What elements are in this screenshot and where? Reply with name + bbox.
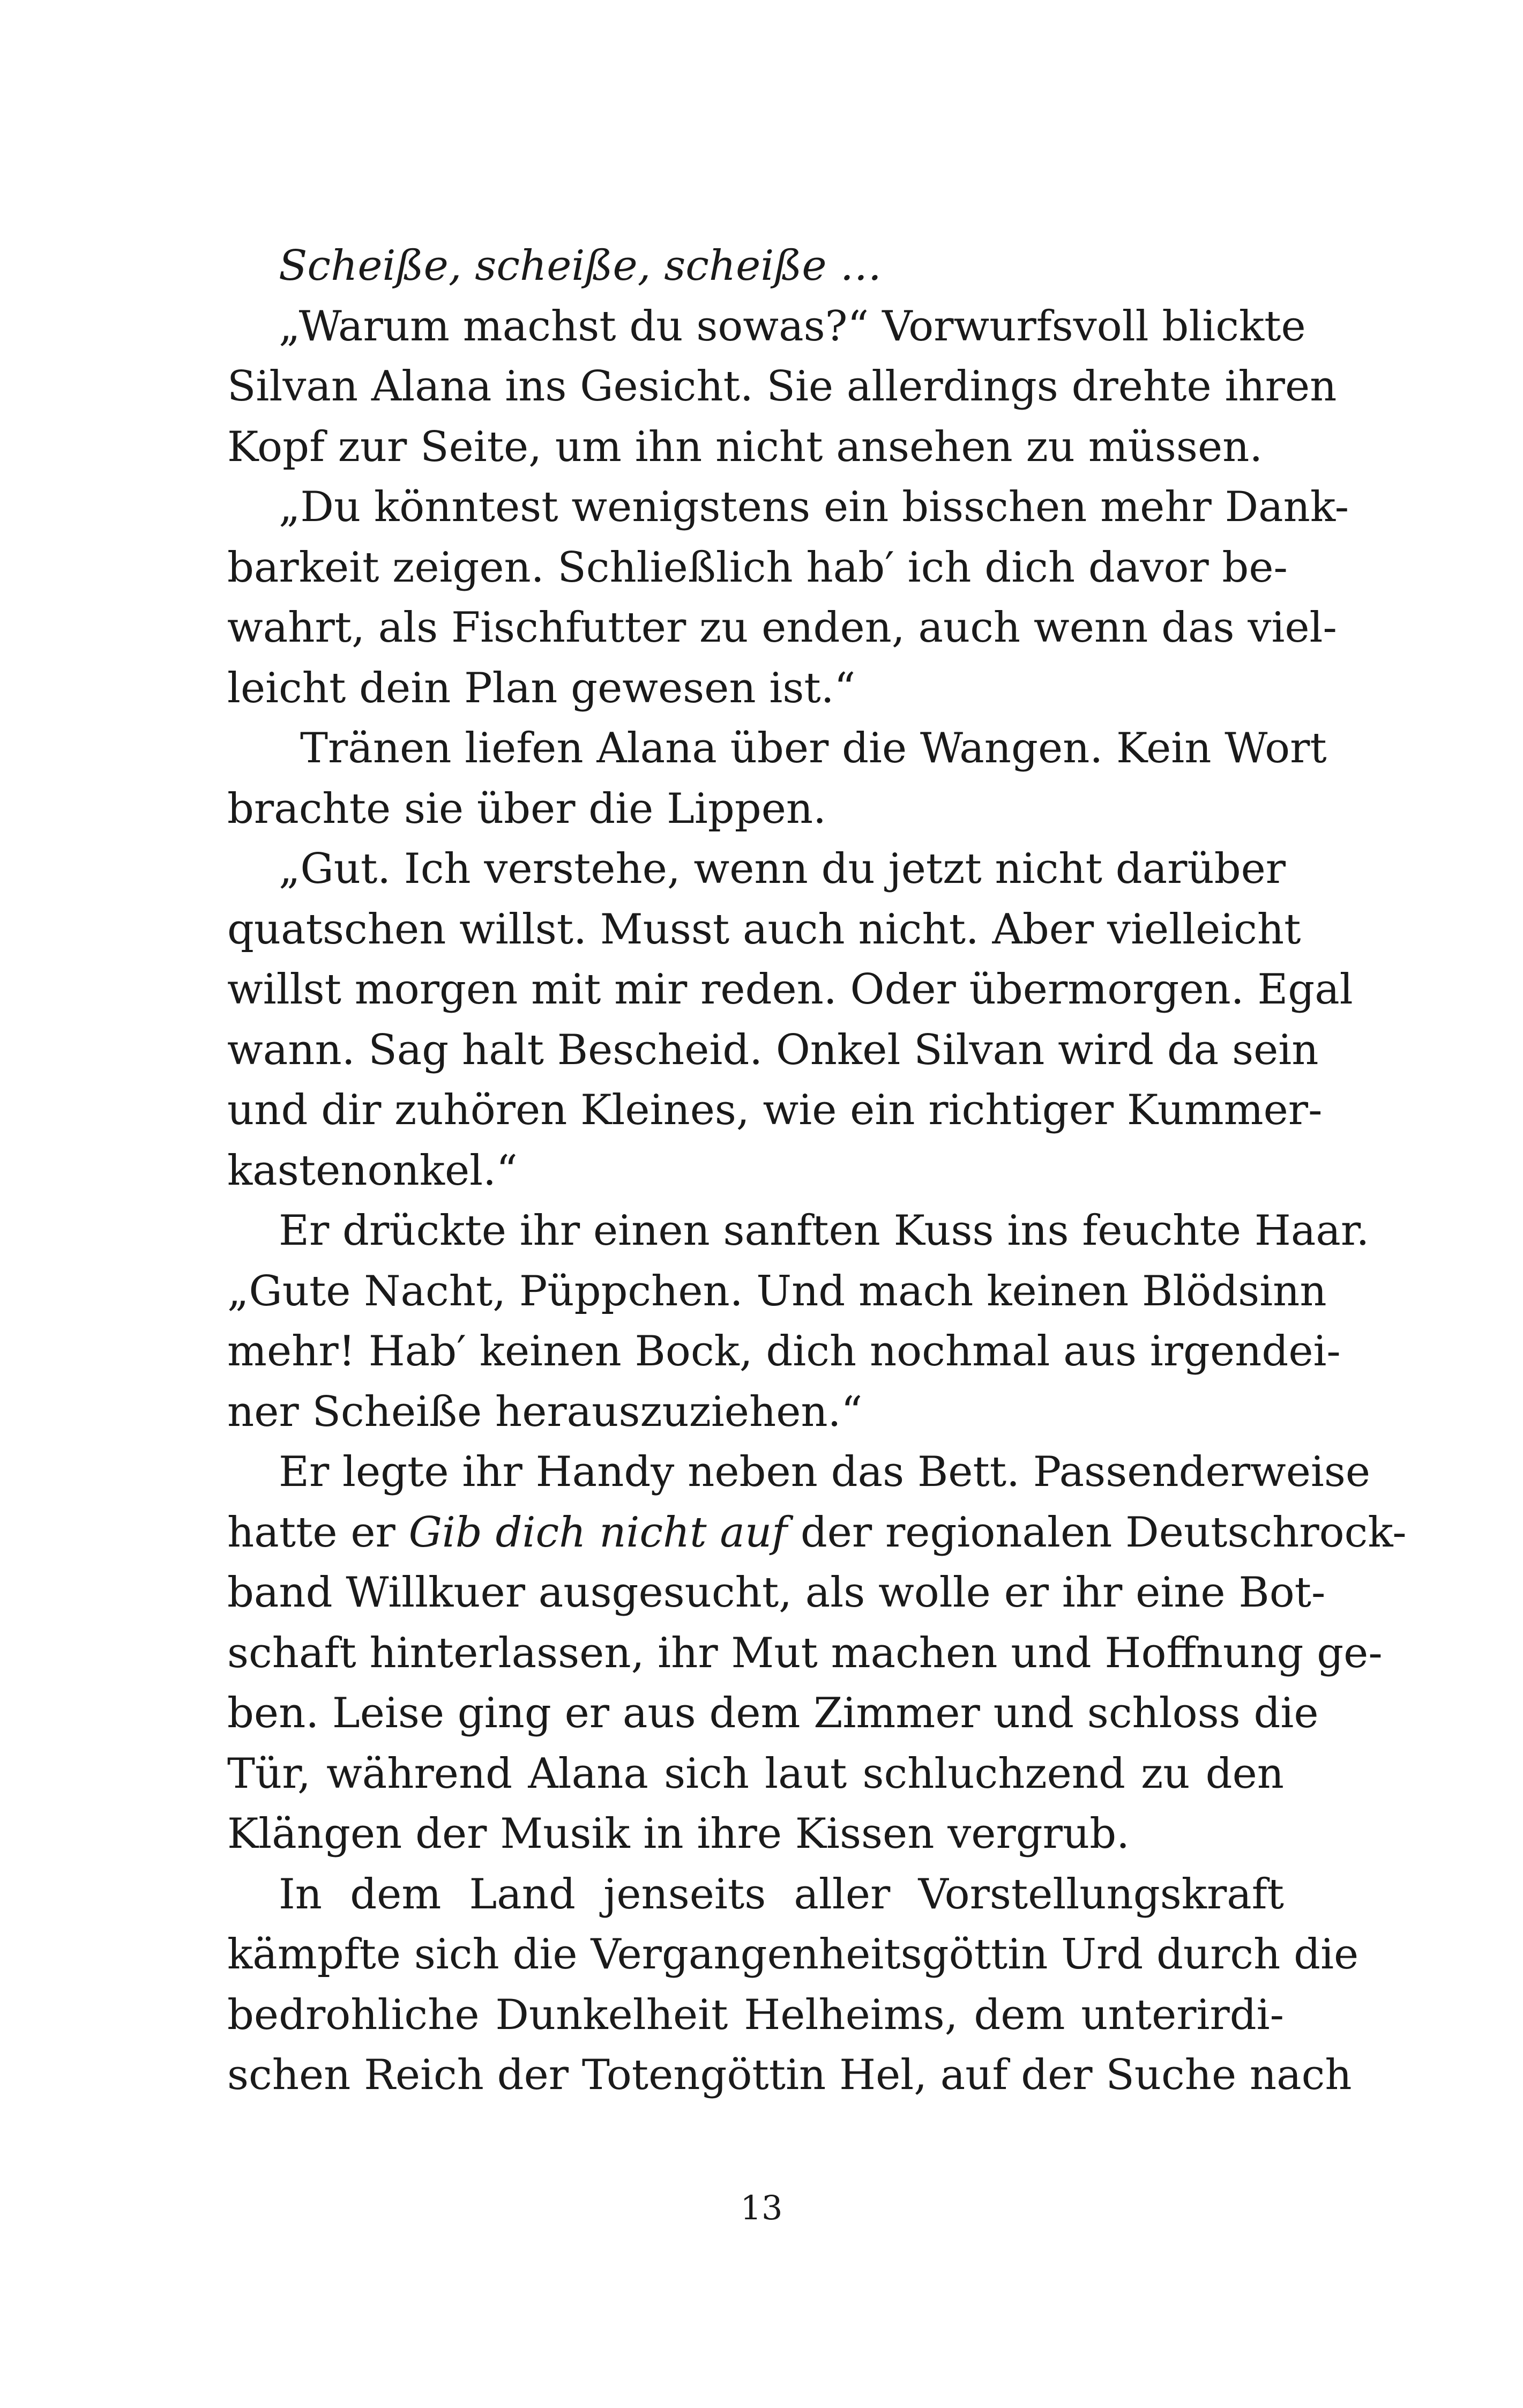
text-run: schen Reich der Totengöttin Hel, auf der Suche nach	[227, 2051, 1352, 2099]
text-run: Klängen der Musik in ihre Kissen vergrub.	[227, 1810, 1130, 1858]
text-run: willst morgen mit mir reden. Oder übermorgen. Egal	[227, 965, 1353, 1014]
text-run: Silvan Alana ins Gesicht. Sie allerdings drehte ihren	[227, 362, 1337, 411]
text-line	[227, 1201, 1370, 1261]
text-line	[227, 658, 1284, 719]
italic-text: Gib dich nicht auf	[408, 1508, 788, 1557]
text-line	[227, 1985, 1284, 2046]
text-line	[227, 1141, 1284, 1201]
text-run: der regionalen Deutschrock-	[787, 1508, 1407, 1557]
text-line	[227, 1382, 1284, 1443]
text-line	[227, 1744, 1284, 1804]
text-line	[227, 960, 1353, 1020]
text-line	[227, 1864, 1284, 1925]
text-run: „Gute Nacht, Püppchen. Und mach keinen Blödsinn	[227, 1267, 1327, 1316]
text-run: hatte er	[227, 1508, 409, 1557]
page-number: 13	[740, 2188, 783, 2227]
text-line	[227, 1020, 1319, 1081]
text-line	[227, 1804, 1284, 1864]
text-run: Er drückte ihr einen sanften Kuss ins feuchte Haar.	[279, 1207, 1370, 1255]
text-line	[227, 598, 1337, 658]
body-text	[227, 236, 1407, 2106]
text-line	[227, 779, 1284, 839]
text-run: wann. Sag halt Bescheid. Onkel Silvan wird da sein	[227, 1025, 1319, 1074]
text-line	[227, 417, 1284, 478]
text-line	[227, 1563, 1326, 1623]
text-line	[227, 356, 1337, 417]
text-run: Tür, während Alana sich laut schluchzend zu den	[227, 1749, 1284, 1798]
text-run: barkeit zeigen. Schließlich hab′ ich dich davor be-	[227, 543, 1288, 592]
text-run: band Willkuer ausgesucht, als wolle er ihr eine Bot-	[227, 1569, 1326, 1617]
text-run: Er legte ihr Handy neben das Bett. Passenderweise	[279, 1448, 1371, 1496]
text-line	[227, 1442, 1371, 1503]
text-line	[227, 1080, 1323, 1141]
text-line	[227, 900, 1301, 960]
text-line	[227, 1321, 1341, 1382]
text-run: „Du könntest wenigstens ein bisschen mehr Dank-	[279, 483, 1349, 531]
text-run: „Warum machst du sowas?“ Vorwurfsvoll blickte	[279, 302, 1306, 351]
text-run: leicht dein Plan gewesen ist.“	[227, 664, 856, 712]
italic-text: Scheiße, scheiße, scheiße …	[279, 242, 882, 290]
text-run: bedrohliche Dunkelheit Helheims, dem unterirdi-	[227, 1990, 1284, 2039]
text-run: brachte sie über die Lippen.	[227, 784, 826, 833]
text-line	[227, 236, 1284, 296]
text-run: schaft hinterlassen, ihr Mut machen und Hoffnung ge-	[227, 1629, 1383, 1677]
text-line	[227, 538, 1288, 598]
text-run: Tränen liefen Alana über die Wangen. Kein Wort	[300, 724, 1327, 772]
text-run: In dem Land jenseits aller Vorstellungskraft	[279, 1870, 1284, 1919]
text-run: ben. Leise ging er aus dem Zimmer und schloss die	[227, 1689, 1319, 1737]
text-line	[227, 1261, 1327, 1322]
text-line	[227, 1503, 1407, 1563]
text-line	[227, 718, 1327, 779]
text-run: und dir zuhören Kleines, wie ein richtiger Kummer-	[227, 1086, 1323, 1134]
text-line	[227, 1623, 1383, 1684]
text-line	[227, 296, 1306, 357]
text-line	[227, 839, 1284, 900]
text-run: kämpfte sich die Vergangenheitsgöttin Urd durch die	[227, 1930, 1359, 1979]
text-line	[227, 477, 1349, 538]
text-line	[227, 2045, 1352, 2106]
text-run: wahrt, als Fischfutter zu enden, auch wenn das viel-	[227, 604, 1337, 652]
text-run: „Gut. Ich verstehe, wenn du jetzt nicht darüber	[279, 845, 1286, 893]
text-run: quatschen willst. Musst auch nicht. Aber vielleicht	[227, 905, 1301, 954]
text-run: mehr! Hab′ keinen Bock, dich nochmal aus irgendei-	[227, 1327, 1341, 1376]
text-run: kastenonkel.“	[227, 1146, 518, 1195]
text-line	[227, 1683, 1319, 1744]
text-run: Kopf zur Seite, um ihn nicht ansehen zu müssen.	[227, 422, 1263, 471]
text-run: ner Scheiße herauszuziehen.“	[227, 1387, 863, 1436]
text-line	[227, 1924, 1359, 1985]
